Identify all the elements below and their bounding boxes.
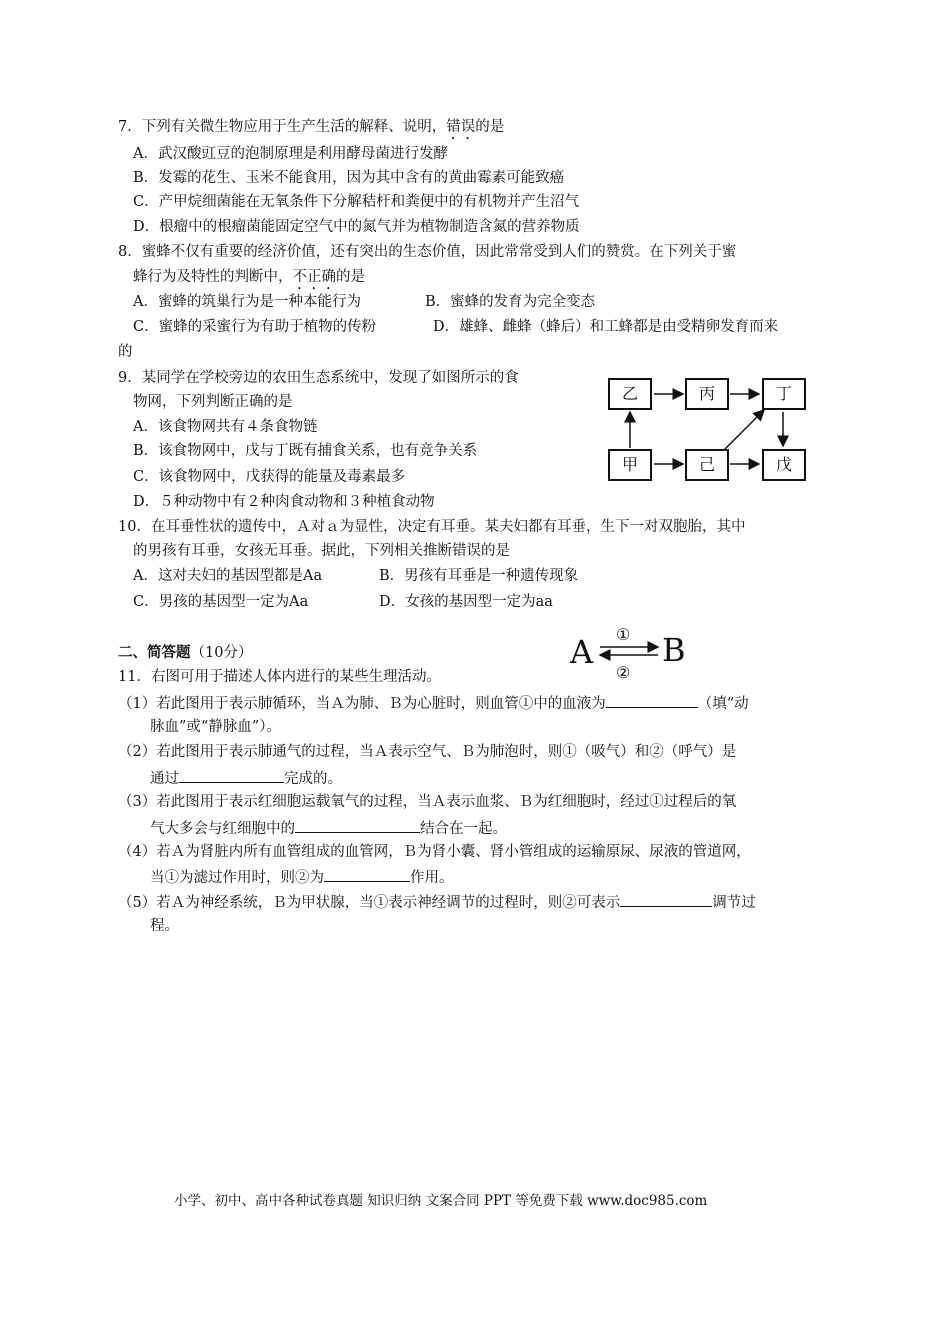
q8-emphasis: 不正确 — [292, 269, 336, 285]
q7-option-b: B．发霉的花生、玉米不能食用，因为其中含有的黄曲霉素可能致癌 — [133, 170, 565, 186]
q8-option-b: B．蜜蜂的发育为完全变态 — [425, 294, 596, 310]
q11-part2-line1: （2）若此图用于表示肺通气的过程，当Ａ表示空气、Ｂ为肺泡时，则①（吸气）和②（呼气）是 — [118, 744, 737, 760]
q9-option-a: A．该食物网共有４条食物链 — [133, 419, 318, 435]
node-b: B — [662, 631, 686, 669]
q8-option-a: A．蜜蜂的筑巢行为是一种本能行为 — [133, 294, 361, 310]
q11-part1-line2: 脉血”或“静脉血”）。 — [150, 719, 281, 735]
ab-arrows — [566, 626, 696, 686]
node-bing: 丙 — [685, 378, 729, 410]
q10-option-b: B．男孩有耳垂是一种遗传现象 — [379, 568, 579, 584]
q7-option-c: C．产甲烷细菌能在无氧条件下分解秸杆和粪便中的有机物并产生沼气 — [133, 194, 580, 210]
section2-heading — [118, 643, 252, 663]
q7-emphasis: 错误 — [446, 119, 476, 135]
page-footer: 小学、初中、高中各种试卷真题 知识归纳 文案合同 PPT 等免费下载 www.doc985.com — [174, 1193, 708, 1209]
food-web-diagram — [600, 370, 820, 485]
q9-stem-line2: 物网，下列判断正确的是 — [133, 394, 293, 410]
q8-option-d-tail: 的 — [118, 344, 133, 360]
q9-option-d: D．５种动物中有２种肉食动物和３种植食动物 — [133, 494, 435, 510]
q10-stem-line2: 的男孩有耳垂，女孩无耳垂。据此，下列相关推断错误的是 — [133, 543, 510, 559]
node-ding: 丁 — [762, 378, 806, 410]
q11-part5-line2: 程。 — [150, 918, 179, 934]
q11-part4-line2: 当①为滤过作用时，则②为 作用。 — [150, 866, 454, 888]
q11-part4-line1: （4）若Ａ为肾脏内所有血管组成的血管网，Ｂ为肾小囊、肾小管组成的运输原尿、尿液的管道网， — [118, 844, 751, 860]
q9-stem-line1: 9．某同学在学校旁边的农田生态系统中，发现了如图所示的食 — [118, 370, 519, 386]
q8-option-c: C．蜜蜂的采蜜行为有助于植物的传粉 — [133, 319, 377, 335]
q11-part5-line1: （5）若Ａ为神经系统，Ｂ为甲状腺，当①表示神经调节的过程时，则②可表示 调节过 — [118, 891, 756, 913]
node-ji: 己 — [685, 449, 729, 481]
node-jia: 甲 — [608, 449, 652, 481]
q11-part2-line2: 通过 完成的。 — [150, 767, 342, 789]
q8-stem-line2: 蜂行为及特性的判断中，不正确的是 — [133, 269, 365, 285]
section2-score: （10分） — [190, 645, 253, 661]
section2-title: 二、简答题 — [118, 644, 191, 661]
node-a: A — [570, 633, 594, 671]
q11-part3-line2: 气大多会与红细胞中的 结合在一起。 — [150, 817, 507, 839]
q11-blank-2[interactable] — [179, 767, 284, 783]
q7-option-a: A．武汉酸豇豆的泡制原理是利用酵母菌进行发酵 — [133, 146, 448, 162]
q10-option-a: A．这对夫妇的基因型都是Aa — [133, 568, 323, 584]
label-2: ② — [616, 663, 631, 682]
q11-stem: 11．右图可用于描述人体内进行的某些生理活动。 — [118, 669, 441, 685]
q8-stem-line1: 8．蜜蜂不仅有重要的经济价值，还有突出的生态价值，因此常常受到人们的赞赏。在下列关于蜜 — [118, 244, 737, 260]
q9-option-c: C．该食物网中，戊获得的能量及毒素最多 — [133, 469, 406, 485]
arrow-ji-ding — [724, 410, 764, 450]
q7-stem: 7．下列有关微生物应用于生产生活的解释、说明，错误的是 — [118, 119, 505, 135]
q10-option-d: D．女孩的基因型一定为aa — [379, 594, 553, 610]
ab-diagram — [566, 626, 696, 686]
label-1: ① — [616, 625, 631, 644]
q11-blank-1[interactable] — [606, 692, 698, 708]
q10-option-c: C．男孩的基因型一定为Aa — [133, 594, 309, 610]
q11-blank-4[interactable] — [324, 866, 410, 882]
node-wu: 戊 — [762, 449, 806, 481]
q11-blank-5[interactable] — [620, 891, 712, 907]
q11-blank-3[interactable] — [295, 817, 420, 833]
q11-part3-line1: （3）若此图用于表示红细胞运载氧气的过程，当Ａ表示血浆、Ｂ为红细胞时，经过①过程后的氧 — [118, 794, 737, 810]
q10-stem-line1: 10．在耳垂性状的遗传中，Ａ对ａ为显性，决定有耳垂。某夫妇都有耳垂，生下一对双胞胎，其中 — [118, 519, 746, 535]
q11-part1-line1: （1）若此图用于表示肺循环，当Ａ为肺、Ｂ为心脏时，则血管①中的血液为 （填“动 — [118, 692, 749, 714]
q8-option-d: D．雄蜂、雌蜂（蜂后）和工蜂都是由受精卵发育而来 — [433, 319, 779, 335]
node-yi: 乙 — [608, 378, 652, 410]
q7-option-d: D．根瘤中的根瘤菌能固定空气中的氮气并为植物制造含氮的营养物质 — [133, 219, 580, 235]
q9-option-b: B．该食物网中，戊与丁既有捕食关系，也有竞争关系 — [133, 443, 478, 459]
